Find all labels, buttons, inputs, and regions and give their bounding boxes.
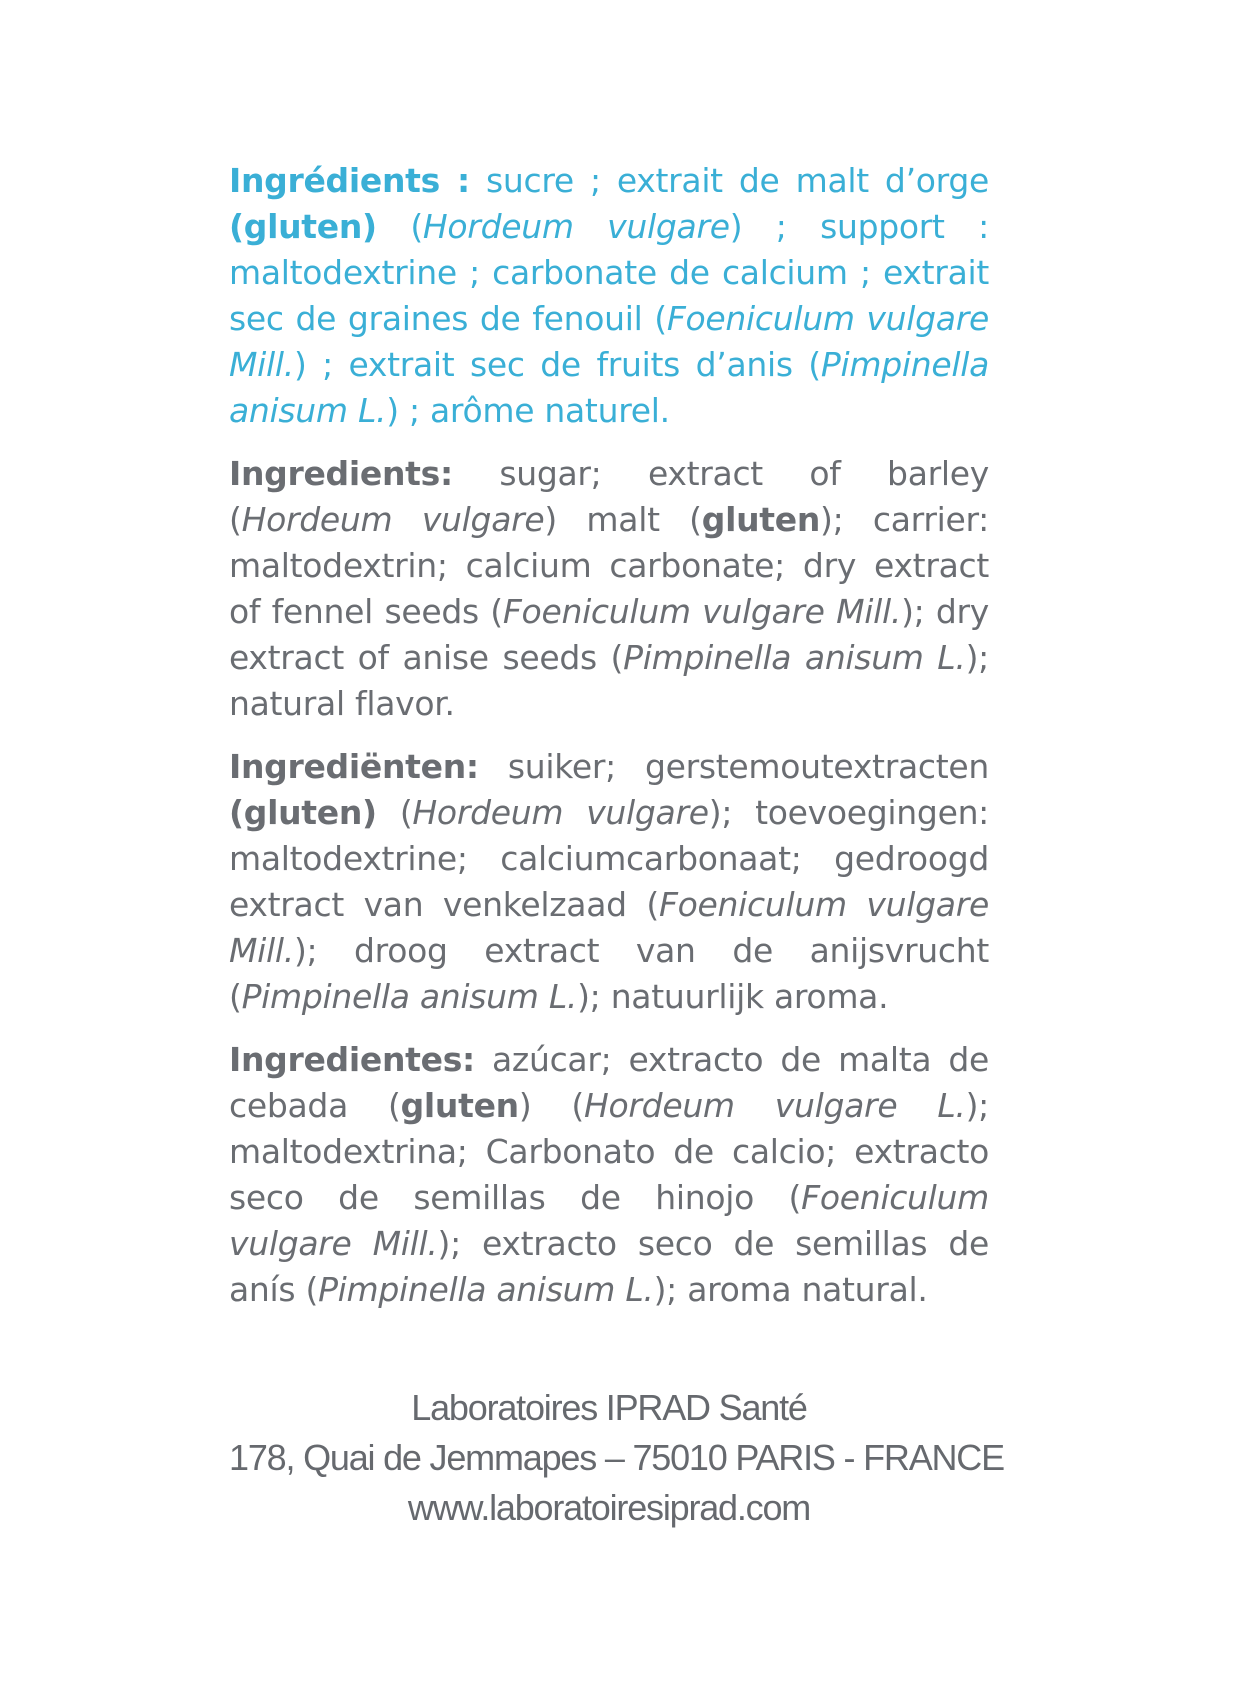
species-name: Foeniculum vulgare Mill. [229,1178,989,1263]
text-span: azúcar; extracto de malta de cebada ( [229,1040,989,1125]
text-span: ); toevoegingen: maltodextrine; calciumcarbonaat; gedroogd extract van venkelzaad ( [229,793,990,924]
species-name: Pimpinella anisum L. [623,638,966,677]
text-span: ) ; support : maltodextrine ; carbonate de calcium ; extrait sec de graines de fenouil ( [229,207,989,338]
species-name: Hordeum vulgare [422,207,730,246]
text-span: ); extracto seco de semillas de anís ( [229,1224,989,1309]
ingredients-english [229,451,989,727]
species-name: Pimpinella anisum L. [229,345,989,430]
allergen-gluten-fr: (gluten) [229,207,377,246]
ingredients-heading-es: Ingredientes: [229,1040,475,1079]
text-span: sucre ; extrait de malt d’orge [469,161,989,200]
text-span: ); droog extract van de anijsvrucht ( [229,931,989,1016]
ingredients-french [229,158,989,434]
species-name: Hordeum vulgare [241,500,545,539]
allergen-gluten-nl: (gluten) [229,793,377,832]
company-website: www.laboratoiresiprad.com [407,1487,811,1528]
ingredients-dutch [229,744,989,1020]
ingredients-heading-nl: Ingrediënten: [229,747,479,786]
ingredients-spanish [229,1037,989,1313]
text-span: ) ; arôme naturel. [386,391,670,430]
text-span: ( [376,793,413,832]
allergen-gluten-en: gluten [701,500,821,539]
species-name: Foeniculum vulgare Mill. [229,299,989,384]
text-span: suiker; gerstemoutextracten [478,747,989,786]
company-address: 178, Quai de Jemmapes – 75010 PARIS - FRANCE [229,1437,1004,1478]
text-span: ( [376,207,423,246]
text-span: ) ( [518,1086,584,1125]
ingredients-heading-fr: Ingrédients : [229,161,470,200]
text-span: ) malt ( [544,500,702,539]
ingredients-heading-en: Ingredients: [229,454,453,493]
text-span: ); dry extract of anise seeds ( [229,592,990,677]
species-name: Hordeum vulgare [412,793,709,832]
manufacturer-info [229,1383,1004,1533]
species-name: Pimpinella anisum L. [241,977,578,1016]
company-name: Laboratoires IPRAD Santé [411,1387,807,1428]
text-span: ); aroma natural. [653,1270,928,1309]
text-span: sugar; extract of barley ( [229,454,989,539]
ingredients-label [229,158,989,1313]
species-name: Foeniculum vulgare Mill. [502,592,902,631]
text-span: ); maltodextrina; Carbonato de calcio; extracto seco de semillas de hinojo ( [229,1086,990,1217]
text-span: ); natuurlijk aroma. [577,977,889,1016]
species-name: Foeniculum vulgare Mill. [229,885,989,970]
species-name: Hordeum vulgare L. [584,1086,966,1125]
text-span: ) ; extrait sec de fruits d’anis ( [293,345,821,384]
text-span: ); natural flavor. [229,638,989,723]
allergen-gluten-es: gluten [400,1086,519,1125]
text-span: ); carrier: maltodextrin; calcium carbonate; dry extract of fennel seeds ( [229,500,989,631]
species-name: Pimpinella anisum L. [318,1270,654,1309]
